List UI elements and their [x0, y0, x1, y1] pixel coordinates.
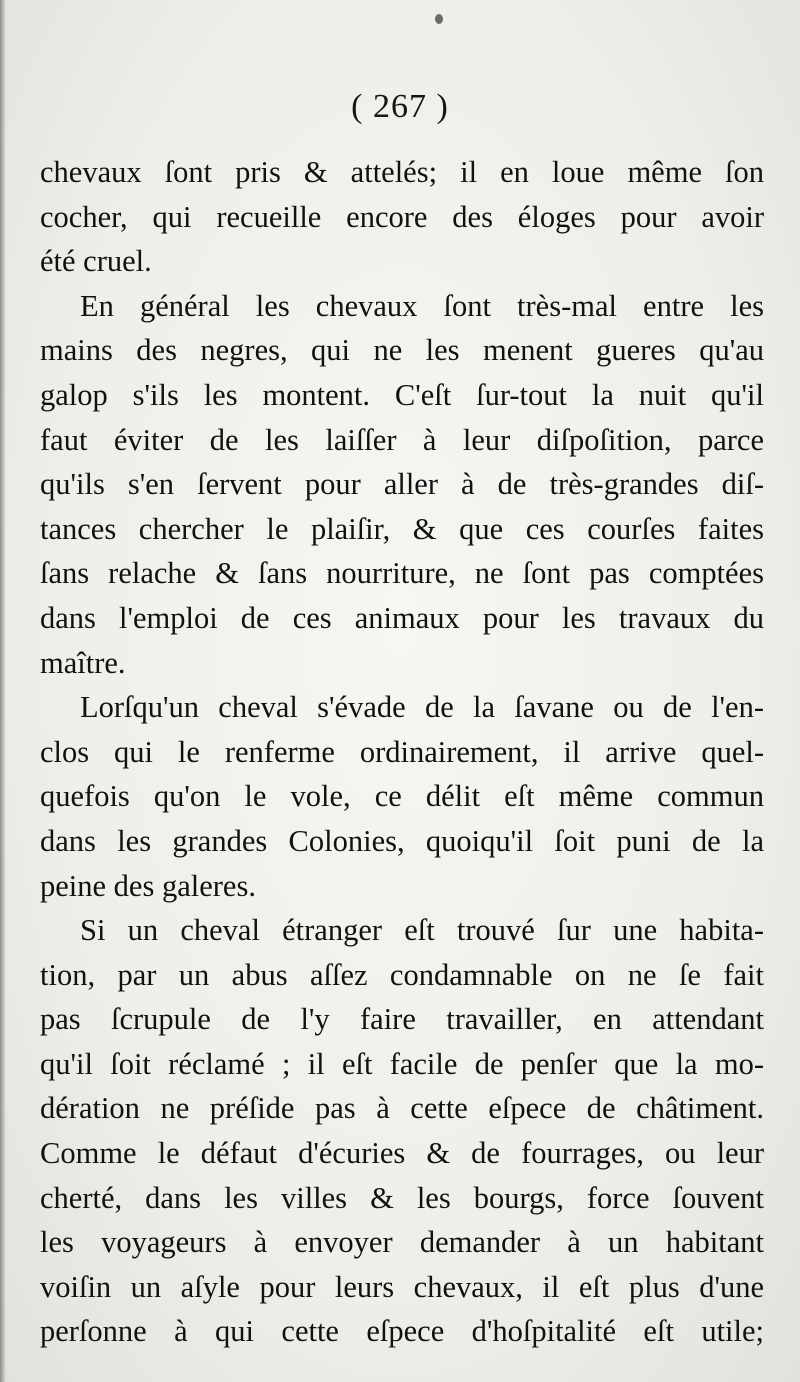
text-line: chevaux ſont pris & attelés; il en loue même ſon — [40, 155, 764, 189]
text-line: les voyageurs à envoyer demander à un habitant — [40, 1225, 764, 1260]
text-line: En général les chevaux ſont très-mal entre les — [80, 288, 764, 323]
text-line: cherté, dans les villes & les bourgs, force ſouvent — [40, 1180, 764, 1215]
text-line: tances chercher le plaiſir, & que ces courſes faites — [40, 511, 764, 546]
text-line: galop s'ils les montent. C'eſt ſur-tout la nuit qu'il — [40, 377, 764, 412]
text-line: quefois qu'on le vole, ce délit eſt même commun — [40, 779, 764, 814]
text-line: faut éviter de les laiſſer à leur diſpoſition, parce — [40, 422, 764, 457]
page-number: ( 267 ) — [351, 88, 449, 125]
text-line: clos qui le renferme ordinairement, il arrive quel- — [40, 734, 764, 769]
text-line: tion, par un abus aſſez condamnable on ne ſe fait — [40, 957, 764, 992]
text-line: dans les grandes Colonies, quoiqu'il ſoit puni de la — [40, 823, 764, 858]
text-line: Lorſqu'un cheval s'évade de la ſavane ou de l'en- — [80, 690, 764, 725]
text-line: dération ne préſide pas à cette eſpece de châtiment. — [40, 1091, 764, 1126]
text-line: Comme le défaut d'écuries & de fourrages, ou leur — [40, 1136, 764, 1171]
text-line: dans l'emploi de ces animaux pour les travaux du — [40, 600, 764, 635]
ink-speck — [435, 14, 443, 24]
text-line: peine des galeres. — [40, 868, 256, 903]
text-line: qu'ils s'en ſervent pour aller à de très-grandes diſ- — [40, 467, 764, 502]
text-line: maître. — [40, 645, 126, 680]
body-text — [40, 150, 764, 1354]
text-line: mains des negres, qui ne les menent gueres qu'au — [40, 333, 764, 368]
text-line: ſans relache & ſans nourriture, ne ſont pas comptées — [40, 556, 764, 591]
text-line: cocher, qui recueille encore des éloges pour avoir — [40, 199, 764, 234]
text-line: perſonne à qui cette eſpece d'hoſpitalité eſt utile; — [40, 1314, 764, 1349]
text-line: voiſin un aſyle pour leurs chevaux, il eſt plus d'une — [40, 1269, 764, 1304]
text-line: été cruel. — [40, 244, 152, 279]
text-line: qu'il ſoit réclamé ; il eſt facile de penſer que la mo- — [40, 1046, 764, 1081]
text-line: Si un cheval étranger eſt trouvé ſur une habita- — [80, 913, 764, 948]
text-line: pas ſcrupule de l'y faire travailler, en attendant — [40, 1002, 764, 1037]
